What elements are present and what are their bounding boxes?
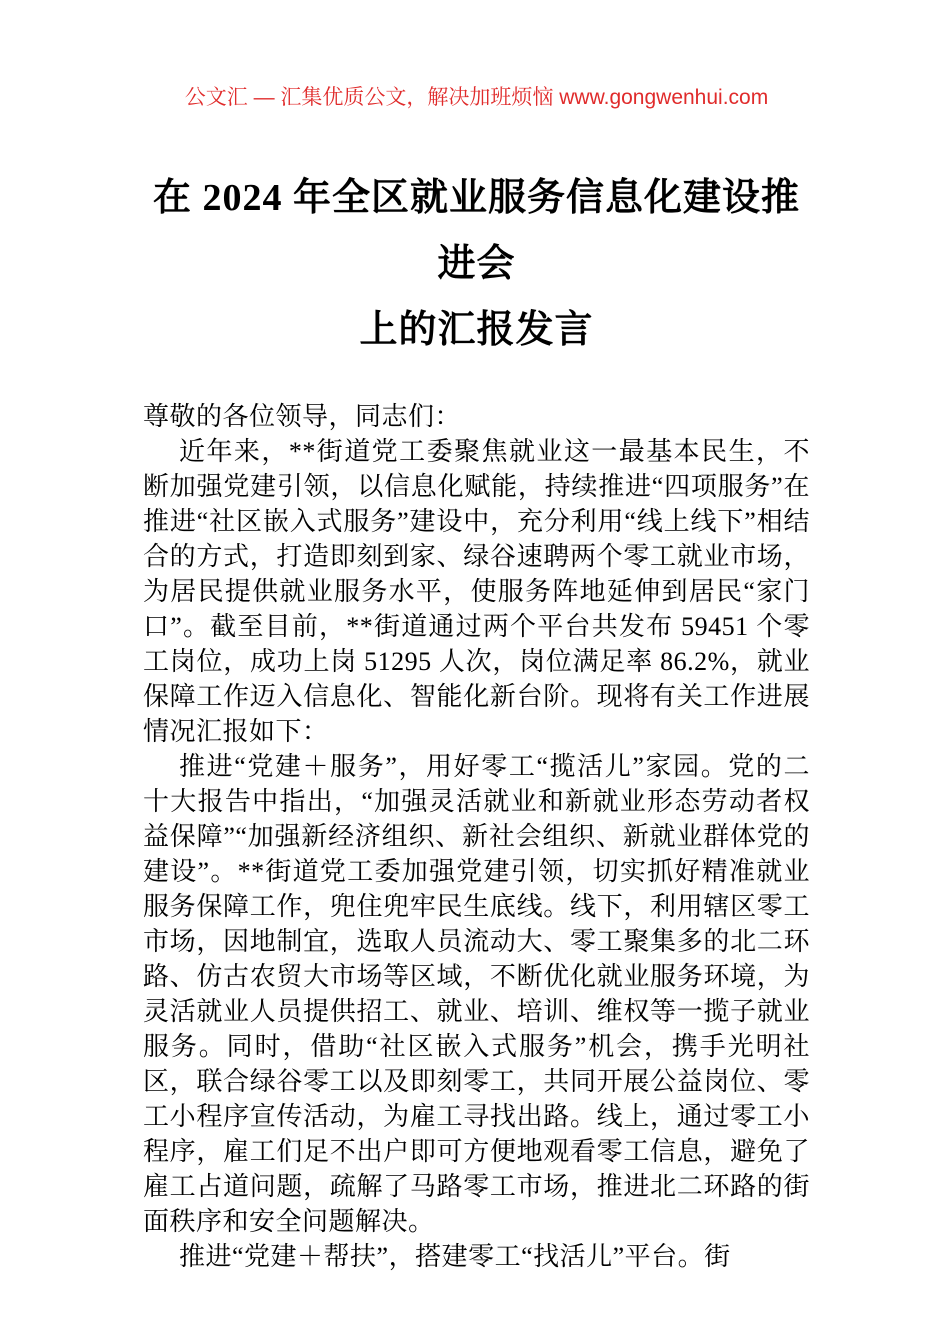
document-title-line-2: 上的汇报发言 [359,309,594,351]
document-title [143,165,810,363]
paragraph-party-building-service: 推进“党建＋服务”，用好零工“揽活儿”家园。党的二十大报告中指出，“加强灵活就业和新就业形态劳动者权益保障”“加强新经济组织、新社会组织、新就业群体党的建设”。**街道党工委加强党建引领，切实抓好精准就业服务保障工作，兜住兜牢民生底线。线下，利用辖区零工市场，因地制宜，选取人员流动大、零工聚集多的北二环路、仿古农贸大市场等区域，不断优化就业服务环境，为灵活就业人员提供招工、就业、培训、维权等一揽子就业服务。同时，借助“社区嵌入式服务”机会，携手光明社区，联合绿谷零工以及即刻零工，共同开展公益岗位、零工小程序宣传活动，为雇工寻找出路。线上，通过零工小程序，雇工们足不出户即可方便地观看零工信息，避免了雇工占道问题，疏解了马路零工市场，推进北二环路的街面秩序和安全问题解决。 [143,752,810,1236]
document-title-line-1: 在 2024 年全区就业服务信息化建设推进会 [152,177,800,285]
paragraph-salutation: 尊敬的各位领导，同志们： [143,402,462,431]
document-body [143,399,810,1274]
paragraph-party-building-support: 推进“党建＋帮扶”，搭建零工“找活儿”平台。街 [179,1242,731,1271]
watermark-header: 公文汇 — 汇集优质公文，解决加班烦恼 www.gongwenhui.com [184,86,769,109]
paragraph-overview: 近年来，**街道党工委聚焦就业这一最基本民生，不断加强党建引领，以信息化赋能，持续推进“四项服务”在推进“社区嵌入式服务”建设中，充分利用“线上线下”相结合的方式，打造即刻到家、绿谷速聘两个零工就业市场，为居民提供就业服务水平，使服务阵地延伸到居民“家门口”。截至目前，**街道通过两个平台共发布 59451 个零工岗位，成功上岗 51295 人次，岗位满足率 86.2%，就业保障工作迈入信息化、智能化新台阶。现将有关工作进展情况汇报如下： [143,437,810,746]
